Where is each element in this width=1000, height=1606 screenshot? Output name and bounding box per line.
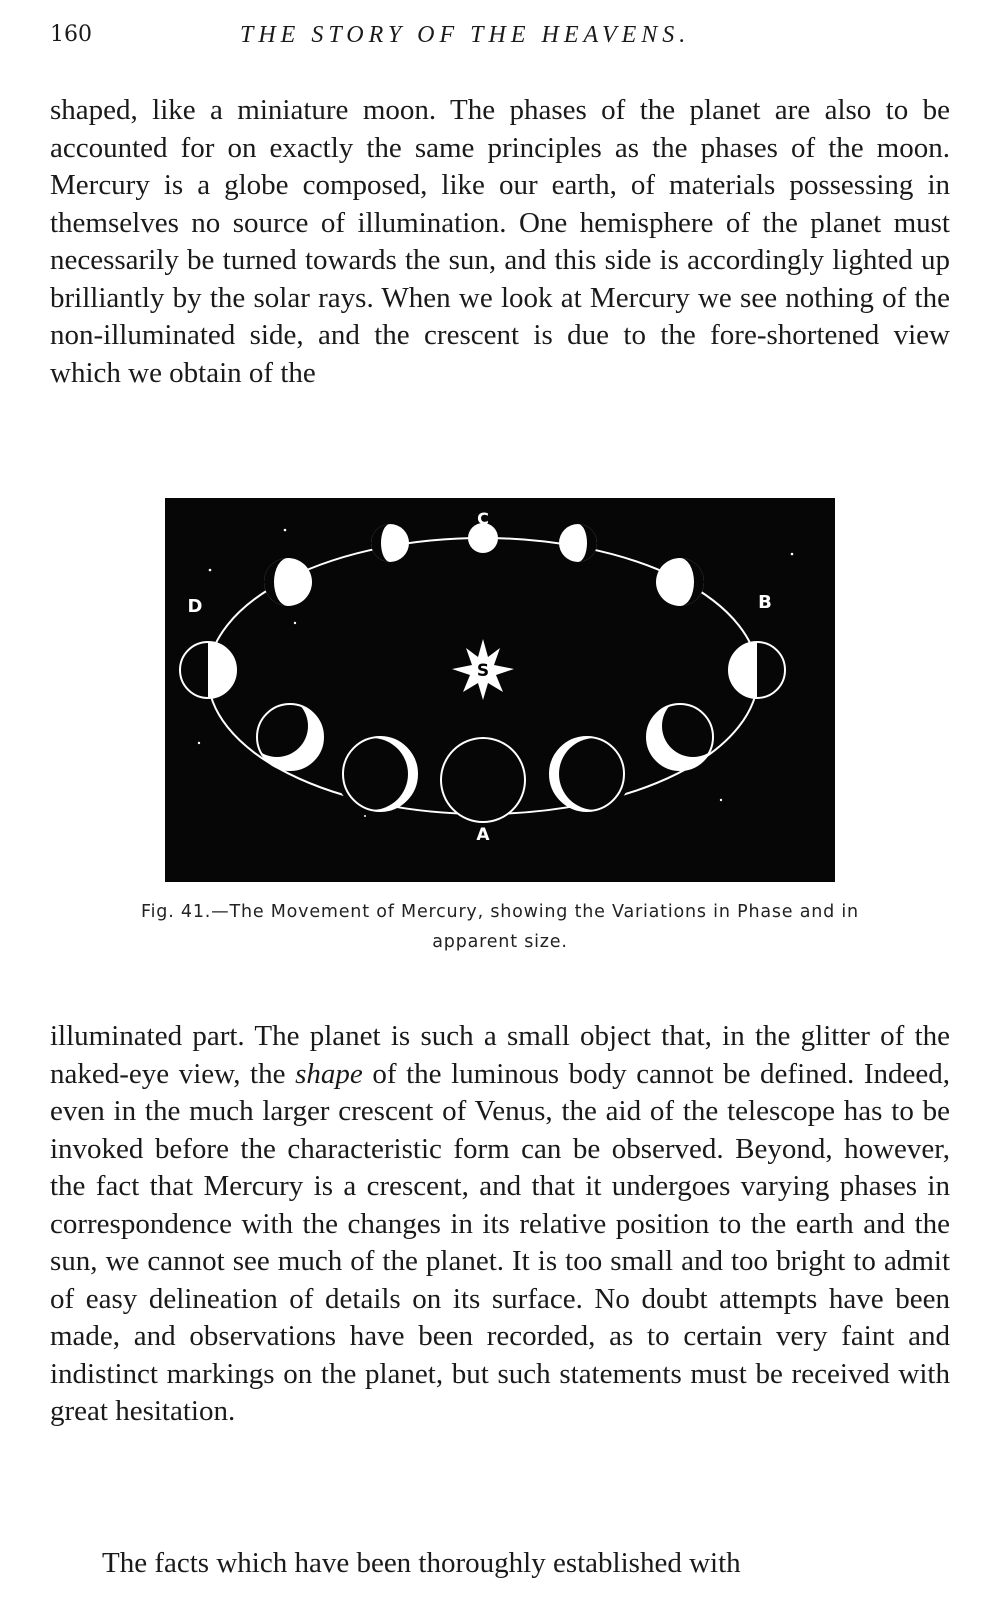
label-c: C [477, 509, 489, 528]
paragraph-3: The facts which have been thoroughly established with [102, 1547, 741, 1579]
mercury-phase-d [180, 642, 236, 698]
label-d: D [187, 596, 203, 617]
mercury-phase-far-upper-left [264, 558, 312, 606]
page-number: 160 [50, 22, 92, 47]
mercury-shadow [336, 738, 408, 810]
label-a: A [476, 825, 490, 845]
label-b: B [758, 592, 772, 613]
paragraph-2 [50, 1018, 950, 1431]
mercury-disc [441, 738, 525, 822]
star-dot [364, 815, 366, 817]
mercury-phase-b [729, 642, 785, 698]
mercury-phase-diagram [165, 498, 835, 882]
caption-line-2: apparent size. [432, 932, 568, 952]
mercury-phase-a [441, 738, 525, 822]
mercury-phase-bottom-left [336, 737, 417, 811]
page-header [50, 22, 950, 62]
phase-diagram-svg [165, 498, 835, 882]
emphasis-shape: shape [295, 1057, 363, 1090]
star-dot [284, 529, 287, 532]
star-dot [294, 622, 296, 624]
mercury-phase-upper-right [559, 524, 597, 562]
paragraph-1: shaped, like a miniature moon. The phases of the planet are also to be accounted for on exactly the same principles as the phases of the moon. Mercury is a globe composed, like our earth, of materials possessing in themselves no source of illumination. One hemisphere of the planet must necessarily be turned towards the sun, and this side is accordingly lighted up brilliantly by the solar rays. When we look at Mercury we see nothing of the non-illuminated side, and the crescent is due to the fore-shortened view which we obtain of the [50, 94, 950, 389]
mercury-shadow [559, 738, 631, 810]
star-dot [720, 799, 722, 801]
paragraph-2-part-2: of the luminous body cannot be defined. Indeed, even in the much larger crescent of Venus, the aid of the telescope has to be invoked before the characteristic form can be observed. Beyond, however, the fact that Mercury is a crescent, and that it undergoes varying phases in correspondence with the changes in its relative position to the earth and the sun, we cannot see much of the planet. It is too small and too bright to admit of easy delineation of details on its surface. No doubt attempts have been made, and observations have been recorded, as to certain very faint and indistinct markings on the planet, but such statements must be received with great hesitation. [50, 1057, 951, 1427]
mercury-phase-bottom-right [550, 737, 631, 811]
paragraph-2-part-1: illuminated part. The planet is such a small object that, in the glitter of the naked-eye view, the [50, 1020, 950, 1090]
caption-line-1: Fig. 41.—The Movement of Mercury, showing the Variations in Phase and in [141, 902, 859, 922]
figure-caption [60, 897, 940, 957]
star-dot [198, 742, 200, 744]
running-title: THE STORY OF THE HEAVENS. [240, 22, 691, 48]
mercury-phase-far-upper-right [656, 558, 704, 606]
mercury-phase-upper-left [371, 524, 409, 562]
star-dot [209, 569, 212, 572]
label-s: S [476, 661, 490, 681]
star-dot [791, 553, 794, 556]
